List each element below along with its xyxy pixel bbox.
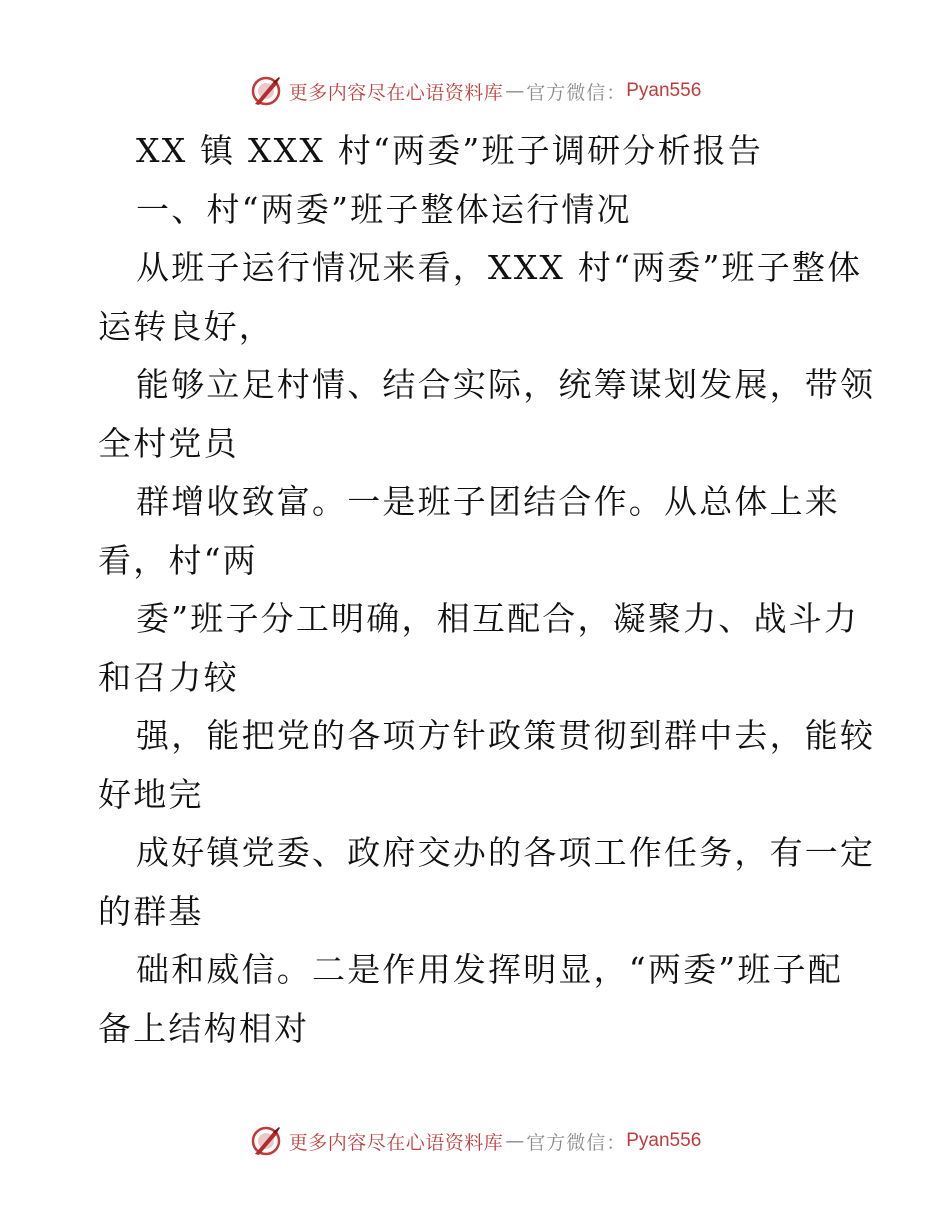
text-line: 群增收致富。一是班子团结合作。从总体上来 [136, 482, 840, 521]
text-line: 强，能把党的各项方针政策贯彻到群中去，能较 [136, 716, 876, 755]
watermark-text: 更多内容尽在心语资料库 [288, 1131, 504, 1154]
watermark-dash: — [505, 1130, 525, 1152]
text-line: 备上结构相对 [98, 1008, 310, 1048]
header-watermark [0, 71, 950, 111]
text-line: 能够立足村情、结合实际，统筹谋划发展，带领 [136, 365, 876, 404]
text-line: 看，村“两 [98, 540, 258, 580]
quill-logo-icon [249, 1124, 283, 1158]
quill-logo-icon [249, 74, 283, 108]
text-line: 好地完 [98, 774, 204, 814]
text-line: 一、村“两委”班子整体运行情况 [136, 189, 632, 229]
watermark-label: 官方微信： [526, 81, 627, 104]
text-line: 成好镇党委、政府交办的各项工作任务，有一定 [136, 833, 876, 872]
text-line: 从班子运行情况来看，XXX 村“两委”班子整体 [136, 248, 863, 287]
text-line: 运转良好， [98, 306, 274, 346]
watermark-dash: — [505, 80, 525, 102]
watermark-text: 更多内容尽在心语资料库 [288, 81, 504, 104]
watermark-label: 官方微信： [526, 1131, 627, 1154]
document-title: XX 镇 XXX 村“两委”班子调研分析报告 [136, 131, 764, 170]
text-line: 全村党员 [98, 423, 239, 463]
text-line: 的群基 [98, 891, 204, 931]
document-body [98, 122, 876, 1058]
watermark-wechat-id: Pyan556 [626, 1130, 702, 1151]
text-line: 础和威信。二是作用发挥明显，“两委”班子配 [136, 950, 843, 989]
footer-watermark [0, 1121, 950, 1161]
text-line: 委”班子分工明确，相互配合，凝聚力、战斗力 [136, 599, 860, 638]
text-line: 和召力较 [98, 657, 239, 697]
watermark-wechat-id: Pyan556 [626, 80, 702, 101]
